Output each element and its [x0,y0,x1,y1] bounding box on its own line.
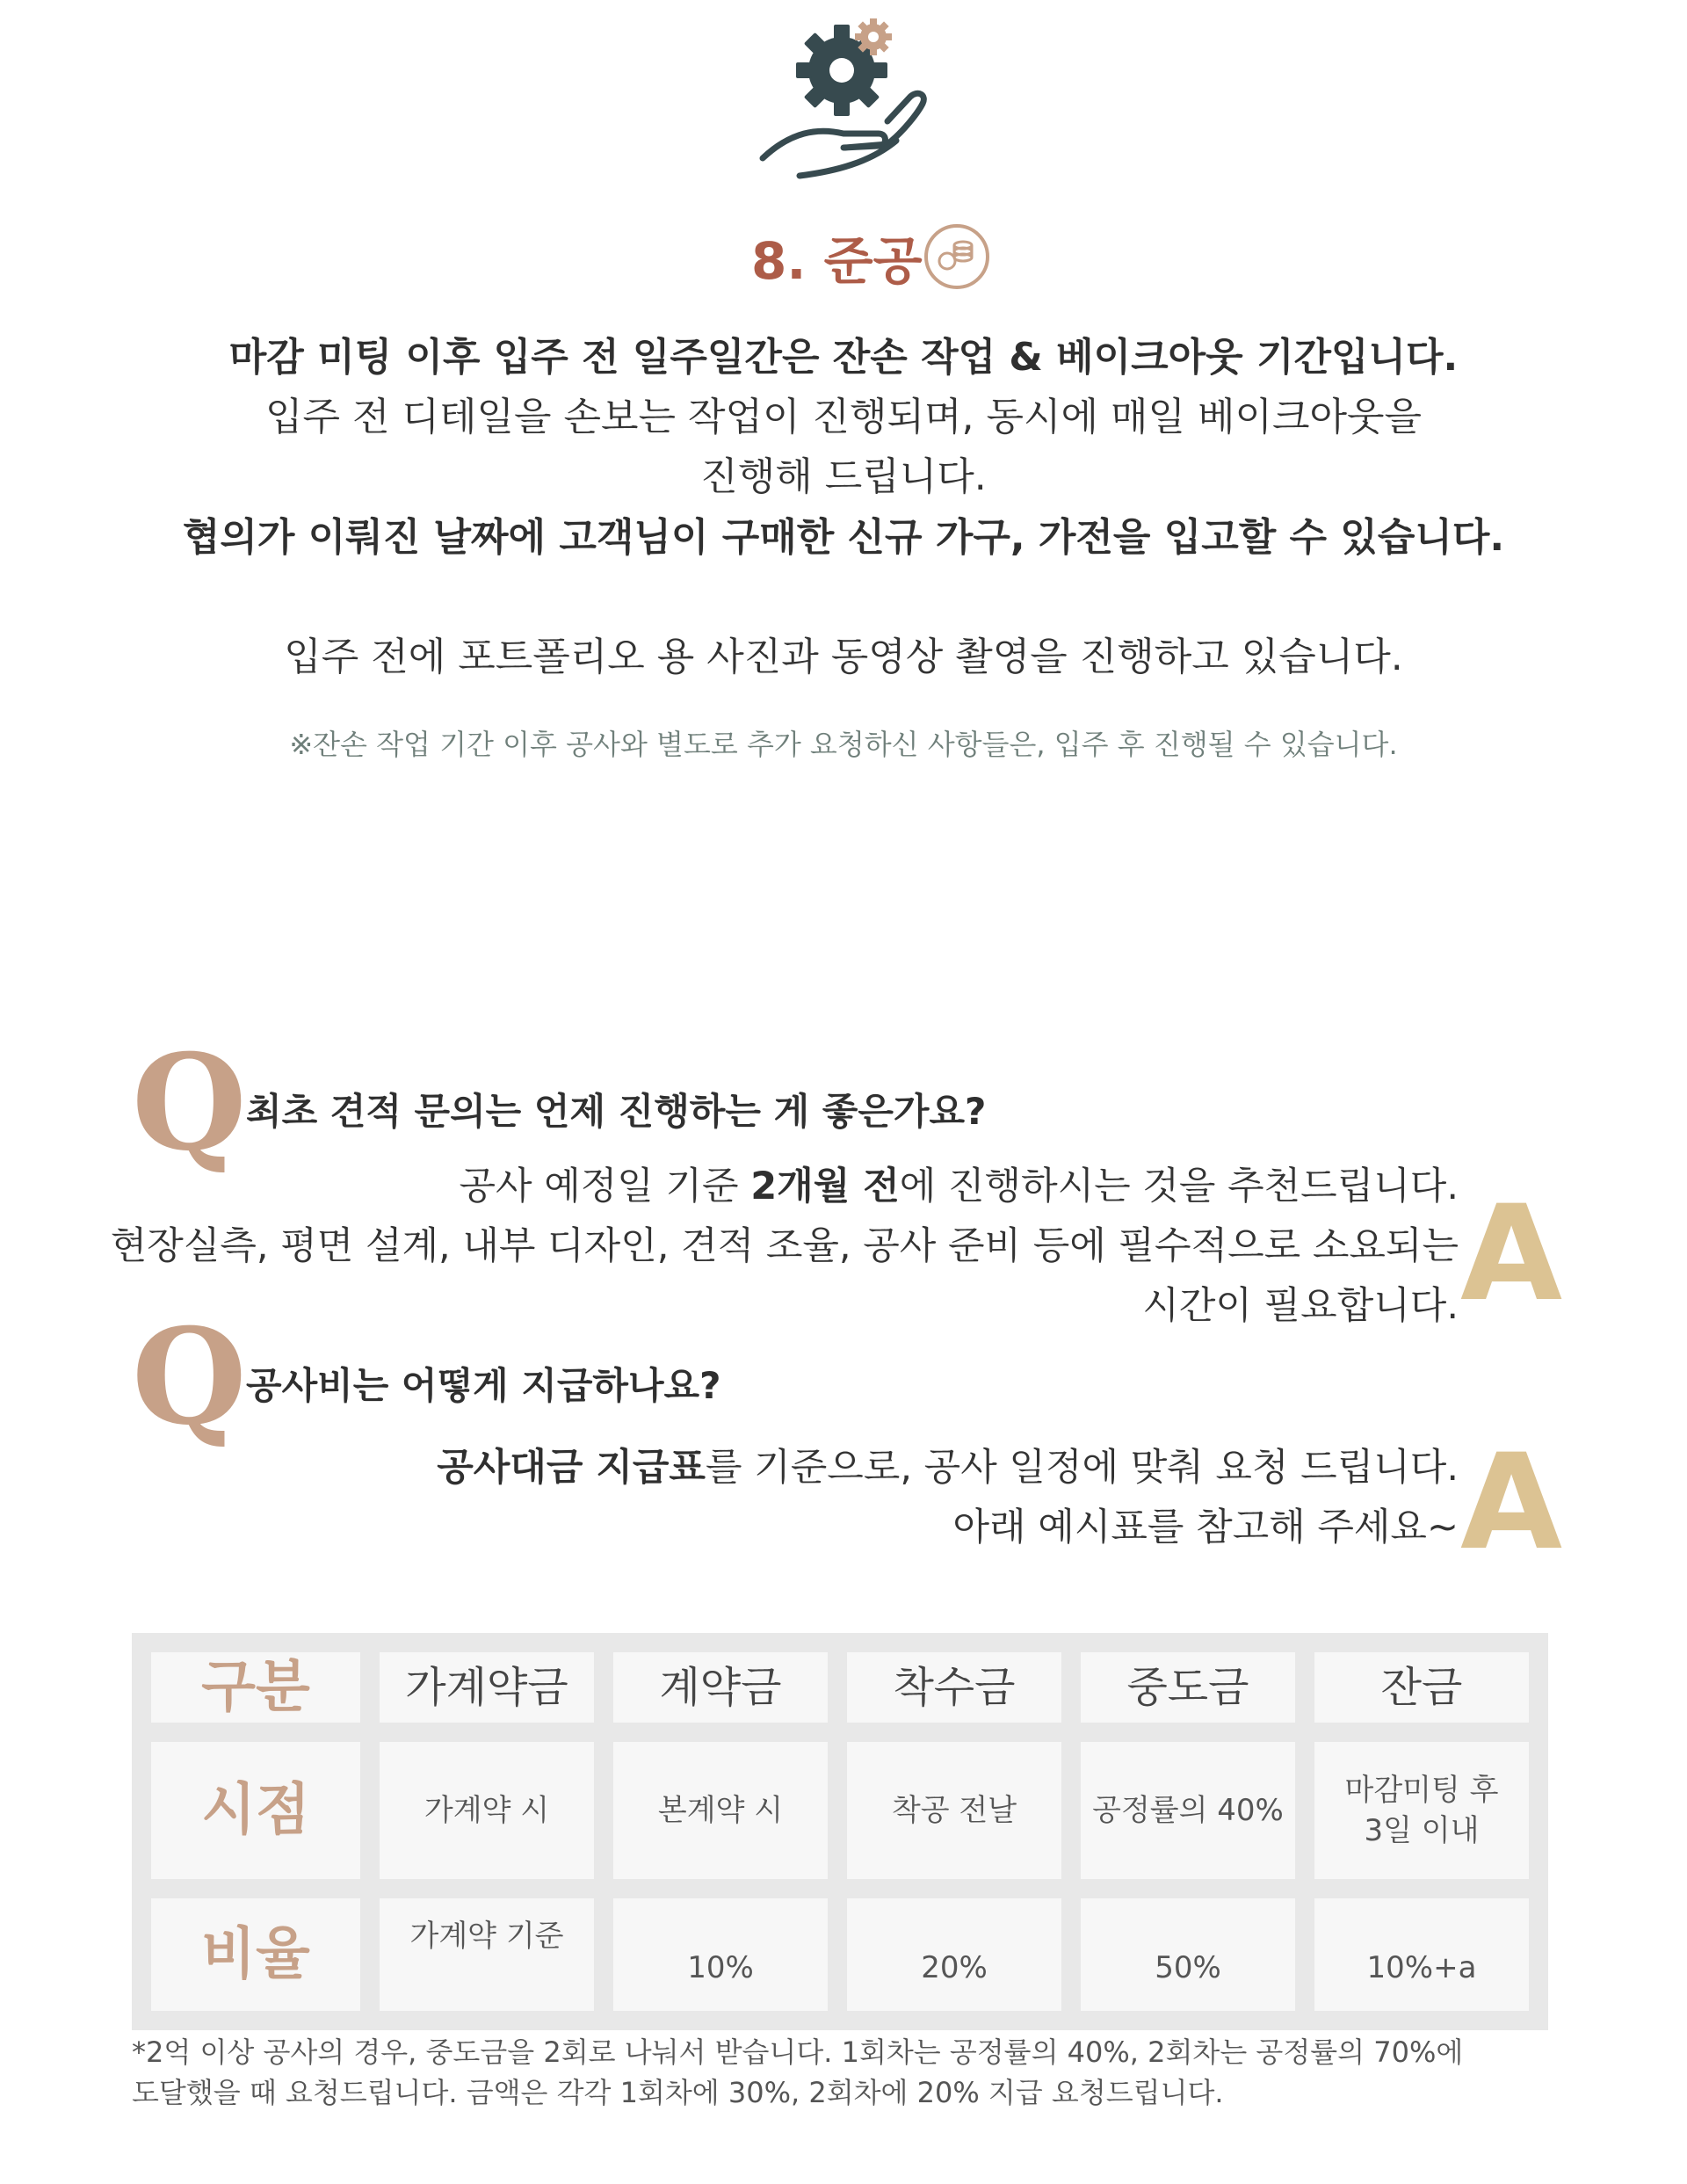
answer-1-line-3: 시간이 필요합니다. [1142,1284,1459,1328]
table-header-row [151,1652,1529,1723]
row-header-timing: 시점 [151,1742,360,1879]
coin-stack-icon [923,222,991,291]
question-mark-2: Q [132,1300,247,1455]
table-cell: 계약금 [613,1652,828,1723]
table-cell: 착수금 [847,1652,1061,1723]
table-cell: 중도금 [1081,1652,1295,1723]
intro-line-4: 협의가 이뤄진 날짜에 고객님이 구매한 신규 가구, 가전을 입고할 수 있습니다. [182,515,1505,560]
intro-line-2: 입주 전 디테일을 손보는 작업이 진행되며, 동시에 매일 베이크아웃을 [265,395,1422,439]
table-cell: 본계약 시 [613,1742,828,1879]
table-cell: 가계약 시 [380,1742,594,1879]
table-cell: 10% [613,1898,828,2011]
question-1: 최초 견적 문의는 언제 진행하는 게 좋은가요? [246,1090,987,1133]
table-row-ratio [151,1898,1529,2011]
table-cell: 10%+a [1314,1898,1529,2011]
payment-schedule-table [132,1633,1548,2030]
answer-2-line-2: 아래 예시표를 참고해 주세요~ [952,1506,1459,1549]
intro-line-5: 입주 전에 포트폴리오 용 사진과 동영상 촬영을 진행하고 있습니다. [284,635,1403,679]
answer-mark-1: A [1460,1178,1563,1331]
intro-note: ※잔손 작업 기간 이후 공사와 별도로 추가 요청하신 사항들은, 입주 후 진행될 수 있습니다. [289,728,1398,761]
table-cell: 50% [1081,1898,1295,2011]
answer-mark-2: A [1460,1426,1563,1579]
answer-1-line-1: 공사 예정일 기준 2개월 전에 진행하시는 것을 추천드립니다. [459,1165,1459,1208]
answer-1-line-2: 현장실측, 평면 설계, 내부 디자인, 견적 조율, 공사 준비 등에 필수적으로 소요되는 [110,1224,1459,1268]
table-row-timing [151,1742,1529,1879]
table-cell: 가계약금 [380,1652,594,1723]
intro-line-3: 진행해 드립니다. [700,454,987,499]
gear-hand-icon [747,9,940,185]
table-cell: 20% [847,1898,1061,2011]
footnote-line-1: *2억 이상 공사의 경우, 중도금을 2회로 나눠서 받습니다. 1회차는 공정률의 40%, 2회차는 공정률의 70%에 [132,2035,1464,2069]
table-cell: 공정률의 40% [1081,1742,1295,1879]
intro-line-1: 마감 미팅 이후 입주 전 일주일간은 잔손 작업 & 베이크아웃 기간입니다. [228,335,1459,380]
table-cell: 가계약 기준 [380,1898,594,2011]
row-header-ratio: 비율 [151,1898,360,2011]
footnote-line-2: 도달했을 때 요청드립니다. 금액은 각각 1회차에 30%, 2회차에 20% 지급 요청드립니다. [132,2076,1224,2109]
step-title: 8. 준공 [751,231,923,291]
answer-2-line-1: 공사대금 지급표를 기준으로, 공사 일정에 맞춰 요청 드립니다. [437,1446,1459,1490]
table-cell: 잔금 [1314,1652,1529,1723]
row-header-category: 구분 [151,1652,360,1723]
table-cell: 착공 전날 [847,1742,1061,1879]
question-2: 공사비는 어떻게 지급하나요? [246,1364,721,1407]
table-cell: 마감미팅 후 3일 이내 [1314,1742,1529,1879]
question-mark-1: Q [132,1026,247,1180]
